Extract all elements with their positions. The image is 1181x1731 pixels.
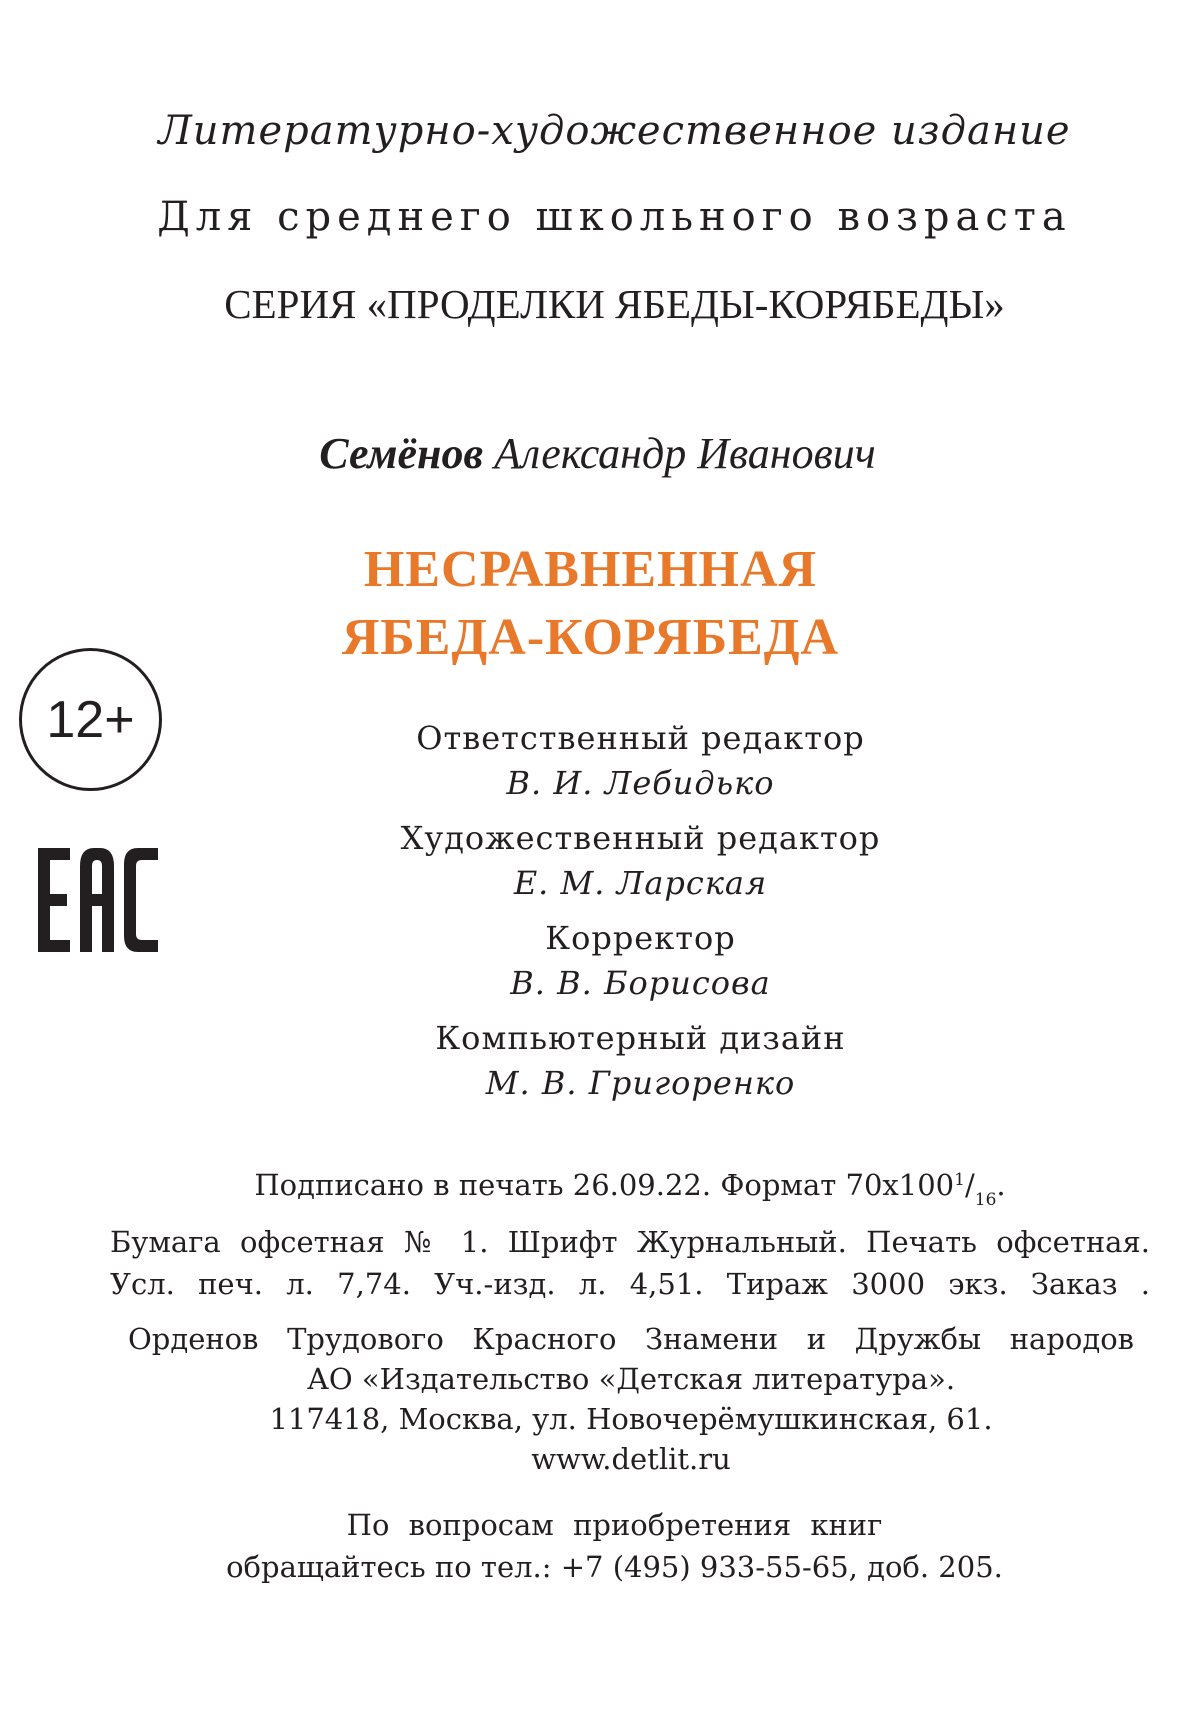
- credit-role: Компьютерный дизайн: [435, 1019, 846, 1057]
- format-end: .: [996, 1168, 1006, 1202]
- audience-line: Для среднего школьного возраста: [157, 194, 1072, 240]
- format-slash: /: [964, 1168, 975, 1202]
- credit-name: М. В. Григоренко: [485, 1064, 796, 1102]
- book-title-line-1: НЕСРАВНЕННАЯ: [363, 541, 818, 598]
- publisher-block: [128, 1319, 1134, 1479]
- publisher-address: 117418, Москва, ул. Новочерёмушкинская, 61.: [269, 1402, 993, 1436]
- age-rating-text: 12+: [46, 690, 135, 749]
- imprint-block: [110, 1159, 1150, 1305]
- imprint-line-2: Бумага офсетная № 1. Шрифт Журнальный. Печать офсетная.: [110, 1225, 1150, 1259]
- credit-entry: [100, 716, 1181, 806]
- format-numerator: 1: [954, 1170, 965, 1190]
- credit-entry: [100, 1016, 1181, 1106]
- author-given-names: Александр Иванович: [494, 429, 876, 478]
- publisher-line-2: АО «Издательство «Детская литература».: [306, 1362, 956, 1396]
- credit-role: Ответственный редактор: [416, 719, 865, 757]
- credit-role: Художественный редактор: [400, 819, 881, 857]
- series-line: СЕРИЯ «ПРОДЕЛКИ ЯБЕДЫ-КОРЯБЕДЫ»: [224, 281, 1005, 327]
- publisher-line-1: Орденов Трудового Красного Знамени и Дружбы народов: [128, 1322, 1134, 1356]
- contacts-line-2: обращайтесь по тел.: +7 (495) 933-55-65, доб. 205.: [226, 1550, 1003, 1584]
- credit-name: В. В. Борисова: [510, 964, 771, 1002]
- age-rating-badge: [19, 648, 162, 791]
- contacts-block: [0, 1504, 1181, 1588]
- publisher-website: www.detlit.ru: [531, 1442, 731, 1476]
- imprint-line-1: [110, 1159, 1150, 1221]
- credits-block: [0, 716, 1181, 1116]
- format-denominator: 16: [974, 1190, 997, 1210]
- contacts-line-1: По вопросам приобретения книг: [346, 1508, 883, 1542]
- author-line: [0, 428, 1181, 479]
- genre-line: Литературно-художественное издание: [158, 108, 1071, 154]
- credit-entry: [100, 816, 1181, 906]
- credit-name: Е. М. Ларская: [513, 864, 768, 902]
- eac-conformity-mark-icon: [38, 848, 158, 952]
- credit-name: В. И. Лебидько: [506, 764, 775, 802]
- imprint-print-date-format: Подписано в печать 26.09.22. Формат 70х100: [254, 1168, 955, 1202]
- imprint-line-3: Усл. печ. л. 7,74. Уч.-изд. л. 4,51. Тираж 3000 экз. Заказ .: [110, 1267, 1150, 1301]
- author-surname: Семёнов: [319, 429, 484, 478]
- book-title-line-2: ЯБЕДА-КОРЯБЕДА: [341, 609, 840, 666]
- credit-entry: [100, 916, 1181, 1006]
- credit-role: Корректор: [545, 919, 736, 957]
